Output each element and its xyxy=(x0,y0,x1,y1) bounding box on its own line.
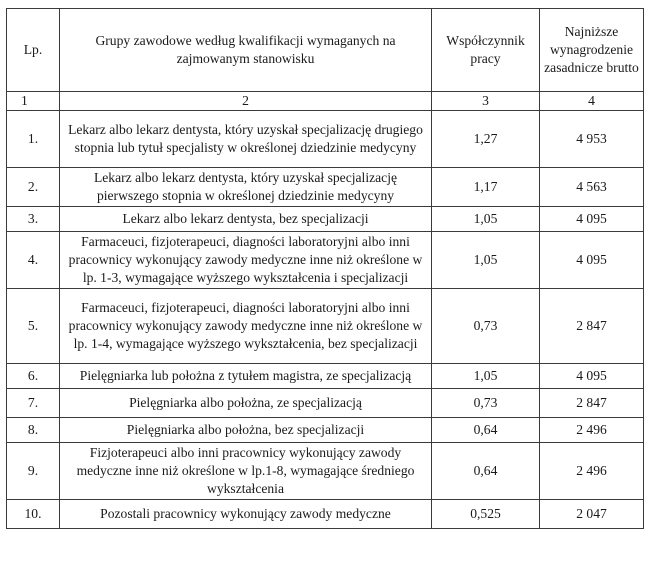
salary-table xyxy=(6,8,644,529)
row-salary: 2 496 xyxy=(540,443,644,500)
row-lp: 9. xyxy=(7,443,60,500)
table-row xyxy=(7,500,644,529)
row-coefficient: 0,525 xyxy=(432,500,540,529)
row-salary: 2 847 xyxy=(540,289,644,364)
row-coefficient: 0,73 xyxy=(432,289,540,364)
row-group: Pielęgniarka albo położna, bez specjalizacji xyxy=(60,418,432,443)
row-group: Pielęgniarka albo położna, ze specjalizacją xyxy=(60,389,432,418)
column-number-lp: 1 xyxy=(7,92,60,111)
row-lp: 4. xyxy=(7,232,60,289)
table-row xyxy=(7,364,644,389)
row-lp: 10. xyxy=(7,500,60,529)
header-coefficient: Współczynnik pracy xyxy=(432,9,540,92)
column-number-coefficient: 3 xyxy=(432,92,540,111)
row-group: Lekarz albo lekarz dentysta, który uzyskał specjalizację pierwszego stopnia w określonej dziedzinie medycyny xyxy=(60,168,432,207)
row-salary: 4 095 xyxy=(540,232,644,289)
row-coefficient: 0,64 xyxy=(432,443,540,500)
row-lp: 1. xyxy=(7,111,60,168)
row-lp: 6. xyxy=(7,364,60,389)
row-salary: 4 563 xyxy=(540,168,644,207)
row-salary: 4 953 xyxy=(540,111,644,168)
column-number-group: 2 xyxy=(60,92,432,111)
row-coefficient: 1,17 xyxy=(432,168,540,207)
row-group: Farmaceuci, fizjoterapeuci, diagności laboratoryjni albo inni pracownicy wykonujący zawody medyczne inne niż określone w lp. 1-4, wymagające wyższego wykształcenia, bez specjalizacji xyxy=(60,289,432,364)
table-header-row xyxy=(7,9,644,92)
table-row xyxy=(7,207,644,232)
row-salary: 4 095 xyxy=(540,364,644,389)
header-group: Grupy zawodowe według kwalifikacji wymaganych na zajmowanym stanowisku xyxy=(60,9,432,92)
row-group: Farmaceuci, fizjoterapeuci, diagności laboratoryjni albo inni pracownicy wykonujący zawody medyczne inne niż określone w lp. 1-3, wymagające wyższego wykształcenia i specjalizacji xyxy=(60,232,432,289)
row-salary: 2 847 xyxy=(540,389,644,418)
row-group: Lekarz albo lekarz dentysta, bez specjalizacji xyxy=(60,207,432,232)
row-lp: 2. xyxy=(7,168,60,207)
table-row xyxy=(7,418,644,443)
row-coefficient: 0,64 xyxy=(432,418,540,443)
row-lp: 5. xyxy=(7,289,60,364)
row-coefficient: 1,05 xyxy=(432,207,540,232)
row-salary: 4 095 xyxy=(540,207,644,232)
row-salary: 2 496 xyxy=(540,418,644,443)
row-group: Pielęgniarka lub położna z tytułem magistra, ze specjalizacją xyxy=(60,364,432,389)
table-row xyxy=(7,168,644,207)
column-number-row xyxy=(7,92,644,111)
row-group: Fizjoterapeuci albo inni pracownicy wykonujący zawody medyczne inne niż określone w lp.1-8, wymagające średniego wykształcenia xyxy=(60,443,432,500)
row-lp: 3. xyxy=(7,207,60,232)
row-salary: 2 047 xyxy=(540,500,644,529)
row-lp: 7. xyxy=(7,389,60,418)
row-coefficient: 0,73 xyxy=(432,389,540,418)
row-lp: 8. xyxy=(7,418,60,443)
table-row xyxy=(7,111,644,168)
row-coefficient: 1,27 xyxy=(432,111,540,168)
row-group: Pozostali pracownicy wykonujący zawody medyczne xyxy=(60,500,432,529)
table-row xyxy=(7,289,644,364)
table-row xyxy=(7,232,644,289)
column-number-salary: 4 xyxy=(540,92,644,111)
table-row xyxy=(7,389,644,418)
row-coefficient: 1,05 xyxy=(432,364,540,389)
row-group: Lekarz albo lekarz dentysta, który uzyskał specjalizację drugiego stopnia lub tytuł specjalisty w określonej dziedzinie medycyny xyxy=(60,111,432,168)
row-coefficient: 1,05 xyxy=(432,232,540,289)
header-salary: Najniższe wynagrodzenie zasadnicze brutto xyxy=(540,9,644,92)
table-row xyxy=(7,443,644,500)
header-lp: Lp. xyxy=(7,9,60,92)
